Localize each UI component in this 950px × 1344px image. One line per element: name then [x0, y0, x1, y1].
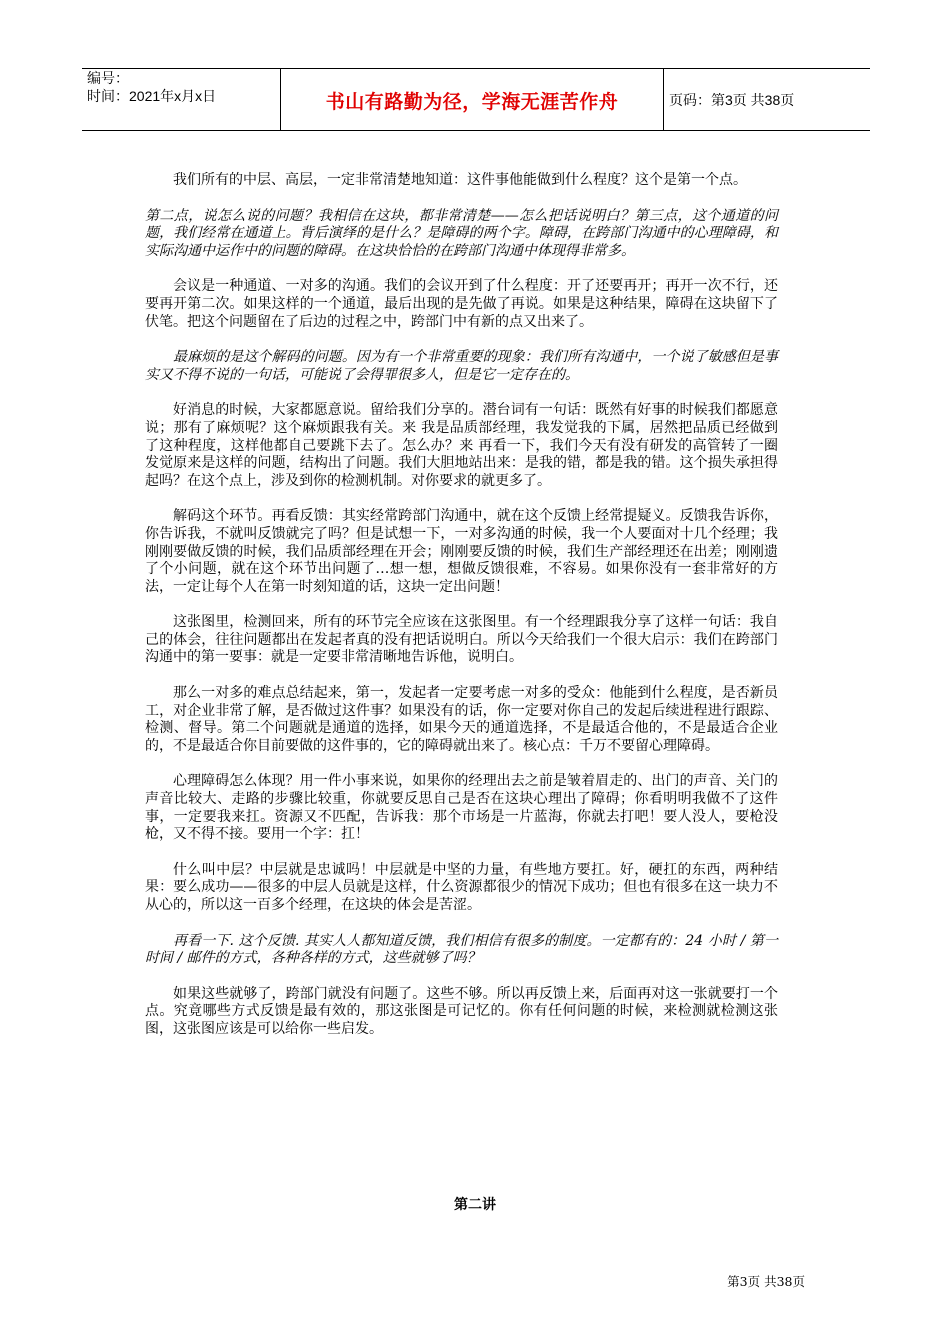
header-motto-cell [280, 69, 664, 130]
paragraph: 什么叫中层？中层就是忠诚吗！中层就是中坚的力量，有些地方要扛。好，硬扛的东西，两种结果：要么成功——很多的中层人员就是这样，什么资源都很少的情况下成功；但也有很多在这一块力不从心的，所以这一百多个经理，在这块的体会是苦涩。 [145, 861, 778, 913]
section-heading: 第二讲 [454, 1197, 496, 1213]
header-motto: 书山有路勤为径，学海无涯苦作舟 [325, 91, 619, 113]
paragraph: 心理障碍怎么体现？用一件小事来说，如果你的经理出去之前是皱着眉走的、出门的声音、关门的声音比较大、走路的步骤比较重，你就要反思自己是否在这块心理出了障碍；你看明明我做不了这件事，一定要我来扛。资源又不匹配，告诉我：那个市场是一片蓝海，你就去打吧！要人没人，要枪没枪，又不得不接。要用一个字：扛！ [145, 773, 778, 843]
header-meta-cell [82, 69, 280, 130]
paragraph: 我们所有的中层、高层，一定非常清楚地知道：这件事他能做到什么程度？这个是第一个点。 [173, 172, 747, 188]
document-date-label: 时间：2021年x月x日 [87, 88, 217, 104]
paragraph: 这张图里，检测回来，所有的环节完全应该在这张图里。有一个经理跟我分享了这样一句话：我自己的体会，往往问题都出在发起者真的没有把话说明白。所以今天给我们一个很大启示：我们在跨部门沟通中的第一要事：就是一定要非常清晰地告诉他，说明白。 [145, 614, 778, 666]
paragraph: 最麻烦的是这个解码的问题。因为有一个非常重要的现象：我们所有沟通中，一个说了敏感但是事实又不得不说的一句话，可能说了会得罪很多人，但是它一定存在的。 [145, 349, 778, 383]
header-page-cell [663, 69, 870, 130]
page-footer: 第3页 共38页 [727, 1274, 805, 1289]
document-number-label: 编号： [87, 70, 129, 86]
paragraph: 好消息的时候，大家都愿意说。留给我们分享的。潜台词有一句话：既然有好事的时候我们都愿意说；那有了麻烦呢？这个麻烦跟我有关。来 我是品质部经理，我发觉我的下属，居然把品质已经做到了这种程度，这样他都自己要跳下去了。怎么办？来 再看一下，我们今天有没有研发的高管转了一圈发觉原来是这样的问题，结构出了问题。我们大胆地站出来：是我的错，都是我的错。这个损失承担得起吗？在这个点上，涉及到你的检测机制。对你要求的就更多了。 [145, 402, 778, 489]
document-body [145, 172, 778, 1057]
paragraph: 如果这些就够了，跨部门就没有问题了。这些不够。所以再反馈上来，后面再对这一张就要打一个点。究竟哪些方式反馈是最有效的，那这张图是可记忆的。你有任何问题的时候，来检测就检测这张图，这张图应该是可以给你一些启发。 [145, 985, 778, 1037]
paragraph: 解码这个环节。再看反馈：其实经常跨部门沟通中，就在这个反馈上经常提疑义。反馈我告诉你，你告诉我，不就叫反馈就完了吗？但是试想一下，一对多沟通的时候，我一个人要面对十几个经理；我刚刚要做反馈的时候，我们品质部经理在开会；刚刚要反馈的时候，我们生产部经理还在出差；刚刚遗了个小问题，就在这个环节出问题了…想一想，想做反馈很难，不容易。如果你没有一套非常好的方法，一定让每个人在第一时刻知道的话，这块一定出问题！ [145, 508, 778, 595]
paragraph: 再看一下. 这个反馈. 其实人人都知道反馈，我们相信有很多的制度。一定都有的：24 小时 / 第一时间 / 邮件的方式，各种各样的方式，这些就够了吗？ [145, 932, 778, 967]
page-header [82, 68, 870, 131]
paragraph: 第二点，说怎么说的问题？我相信在这块，都非常清楚——怎么把话说明白？第三点，这个通道的问题，我们经常在通道上。背后演绎的是什么？是障碍的两个字。障碍，在跨部门沟通中的心理障碍，和实际沟通中运作中的问题的障碍。在这块恰恰的在跨部门沟通中体现得非常多。 [145, 207, 778, 259]
paragraph: 会议是一种通道、一对多的沟通。我们的会议开到了什么程度：开了还要再开；再开一次不行，还要再开第二次。如果这样的一个通道，最后出现的是先做了再说。如果是这种结果，障碍在这块留下了伏笔。把这个问题留在了后边的过程之中，跨部门中有新的点又出来了。 [145, 278, 778, 330]
header-page-number: 页码：第3页 共38页 [669, 92, 795, 108]
paragraph: 那么一对多的难点总结起来，第一，发起者一定要考虑一对多的受众：他能到什么程度，是否新员工，对企业非常了解，是否做过这件事？如果没有的话，你一定要对你自己的发起后续进程进行跟踪、检测、督导。第二个问题就是通道的选择，如果今天的通道选择，不是最适合他的，不是最适合企业的，不是最适合你目前要做的这件事的，它的障碍就出来了。核心点：千万不要留心理障碍。 [145, 685, 778, 754]
